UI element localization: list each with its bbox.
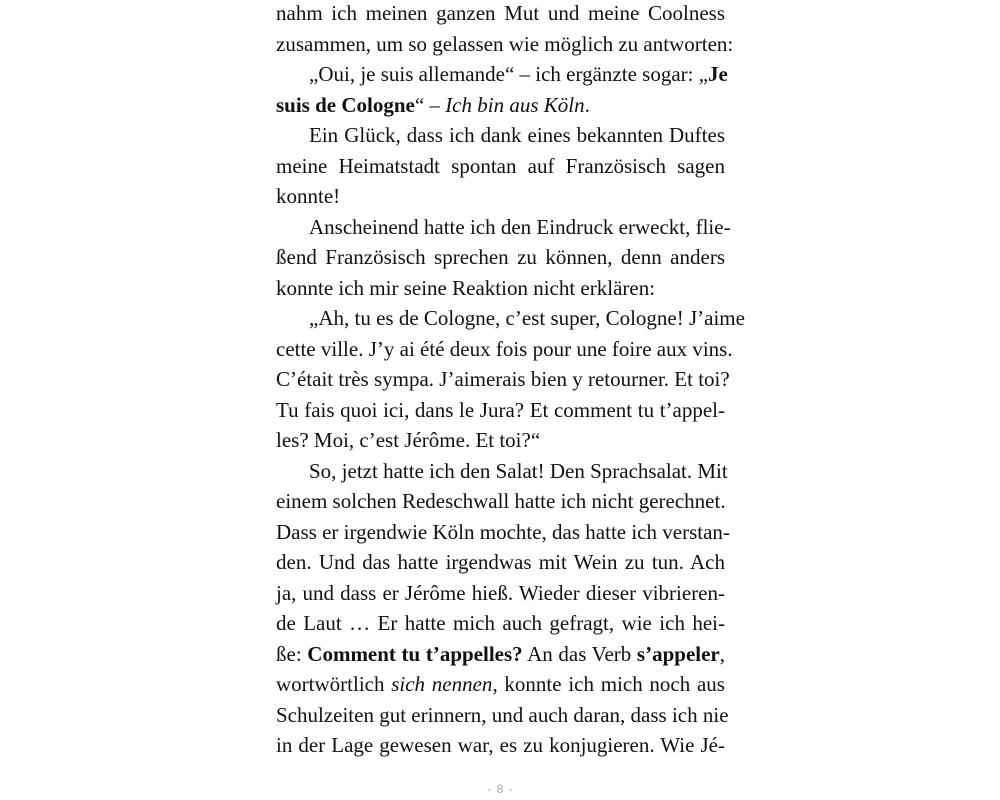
- text-line: ße: Comment tu t’appelles? An das Verb s’appeler,: [276, 641, 725, 666]
- text-line: zusammen, um so gelassen wie möglich zu antworten:: [276, 31, 734, 56]
- bold-phrase: s’appeler: [636, 641, 720, 666]
- bold-phrase: suis de Cologne: [276, 92, 415, 117]
- text-line: nahm ich meinen ganzen Mut und meine Coolness: [276, 1, 725, 25]
- italic-phrase: sich nennen: [391, 672, 493, 696]
- text-line: suis de Cologne“ – Ich bin aus Köln.: [276, 92, 590, 117]
- text-line: cette ville. J’y ai été deux fois pour une foire aux vins.: [276, 336, 733, 361]
- text-line: C’était très sympa. J’aimerais bien y retourner. Et toi?: [276, 367, 730, 391]
- text-line: in der Lage gewesen war, es zu konjugieren. Wie Jé-: [276, 733, 725, 757]
- book-page: [276, 0, 745, 800]
- text-line: Ein Glück, dass ich dank eines bekannten Duftes: [309, 123, 725, 147]
- text-line: ßend Französisch sprechen zu können, denn anders: [276, 245, 725, 269]
- text-line: Schulzeiten gut erinnern, und auch daran, dass ich nie: [276, 702, 729, 727]
- text-line: les? Moi, c’est Jérôme. Et toi?“: [276, 428, 541, 452]
- text-line: Tu fais quoi ici, dans le Jura? Et comment tu t’appel-: [276, 397, 725, 422]
- text-line: konnte ich mir seine Reaktion nicht erklären:: [276, 275, 656, 300]
- text-line: konnte!: [276, 184, 341, 208]
- bold-phrase: Comment tu t’appelles?: [307, 641, 523, 666]
- text-line: de Laut … Er hatte mich auch gefragt, wie ich hei-: [276, 611, 725, 635]
- text-line: den. Und das hatte irgendwas mit Wein zu tun. Ach: [276, 550, 725, 574]
- text-line: einem solchen Redeschwall hatte ich nicht gerechnet.: [276, 489, 726, 513]
- text-line: „Oui, je suis allemande“ – ich ergänzte sogar: „Je: [309, 62, 728, 86]
- text-line: Anscheinend hatte ich den Eindruck erweckt, flie-: [309, 214, 731, 239]
- text-line: „Ah, tu es de Cologne, c’est super, Cologne! J’aime: [309, 306, 745, 330]
- bold-phrase: Je: [708, 62, 728, 86]
- italic-phrase: Ich bin aus Köln: [445, 92, 585, 117]
- text-line: Dass er irgendwie Köln mochte, das hatte ich verstan-: [276, 519, 730, 544]
- text-line: meine Heimatstadt spontan auf Französisch sagen: [276, 153, 725, 178]
- text-line: ja, und dass er Jérôme hieß. Wieder dieser vibrieren-: [276, 580, 725, 605]
- text-line: wortwörtlich sich nennen, konnte ich mich noch aus: [276, 672, 725, 696]
- page-number: - 8 -: [487, 782, 514, 796]
- text-line: So, jetzt hatte ich den Salat! Den Sprachsalat. Mit: [309, 458, 728, 483]
